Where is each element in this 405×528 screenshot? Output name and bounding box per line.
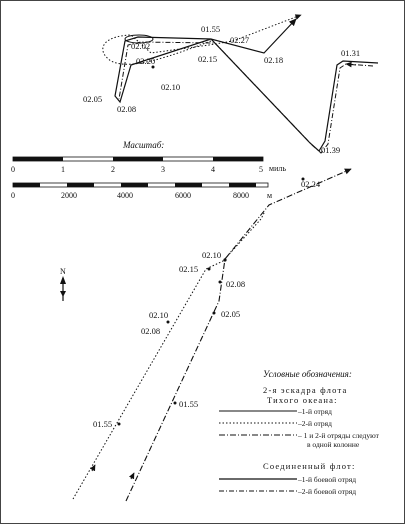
scale-title: Масштаб: (123, 140, 165, 150)
svg-text:0: 0 (11, 165, 15, 174)
svg-text:02.08: 02.08 (226, 279, 246, 289)
svg-text:02.15: 02.15 (179, 264, 199, 274)
svg-text:02.02: 02.02 (131, 41, 151, 51)
svg-text:02.15: 02.15 (198, 54, 218, 64)
svg-text:02.18: 02.18 (264, 55, 284, 65)
svg-text:в одной колонне: в одной колонне (307, 440, 360, 449)
legend (219, 369, 380, 496)
svg-text:–1-й боевой отряд: –1-й боевой отряд (298, 475, 357, 484)
svg-text:4000: 4000 (117, 191, 133, 200)
svg-text:– 1 и 2-й отряды следуют: – 1 и 2-й отряды следуют (298, 431, 379, 440)
svg-text:01.31: 01.31 (341, 48, 361, 58)
svg-text:01.39: 01.39 (321, 145, 341, 155)
svg-text:6000: 6000 (175, 191, 191, 200)
svg-text:–1-й отряд: –1-й отряд (298, 407, 332, 416)
legend-head-1: 2-я эскадра флота (263, 385, 348, 395)
svg-text:02.08: 02.08 (117, 104, 137, 114)
track-2nd-battle-detachment (119, 42, 373, 153)
svg-text:5: 5 (259, 165, 263, 174)
svg-text:02.20: 02.20 (136, 56, 156, 66)
north-label: N (60, 267, 66, 276)
svg-text:02.05: 02.05 (221, 309, 241, 319)
svg-text:миль: миль (269, 164, 286, 173)
svg-text:8000: 8000 (233, 191, 249, 200)
svg-text:02.05: 02.05 (83, 94, 103, 104)
track-2nd-detachment-dotted (73, 211, 265, 499)
svg-text:3: 3 (161, 165, 165, 174)
svg-text:02.10: 02.10 (161, 82, 181, 92)
svg-text:–2-й отряд: –2-й отряд (298, 419, 332, 428)
svg-text:4: 4 (211, 165, 215, 174)
legend-united-head: Соединенный флот: (263, 461, 356, 471)
svg-text:01.55: 01.55 (179, 399, 199, 409)
svg-text:0: 0 (11, 191, 15, 200)
legend-title: Условные обозначения: (263, 369, 352, 379)
svg-text:01.55: 01.55 (93, 419, 113, 429)
legend-head-2: Тихого океана: (267, 395, 338, 405)
scale (11, 140, 286, 200)
lower-tracks (73, 169, 351, 501)
svg-text:02.08: 02.08 (141, 326, 161, 336)
svg-text:1: 1 (61, 165, 65, 174)
svg-text:02.24: 02.24 (301, 179, 321, 189)
map-canvas (1, 1, 404, 523)
svg-text:2: 2 (111, 165, 115, 174)
svg-text:2000: 2000 (61, 191, 77, 200)
svg-text:02.10: 02.10 (149, 310, 169, 320)
svg-text:01.55: 01.55 (201, 24, 221, 34)
svg-text:м: м (267, 191, 273, 200)
svg-text:–2-й боевой отряд: –2-й боевой отряд (298, 487, 357, 496)
north-arrow (60, 267, 66, 301)
svg-text:02.27: 02.27 (230, 35, 250, 45)
svg-text:02.10: 02.10 (202, 250, 222, 260)
